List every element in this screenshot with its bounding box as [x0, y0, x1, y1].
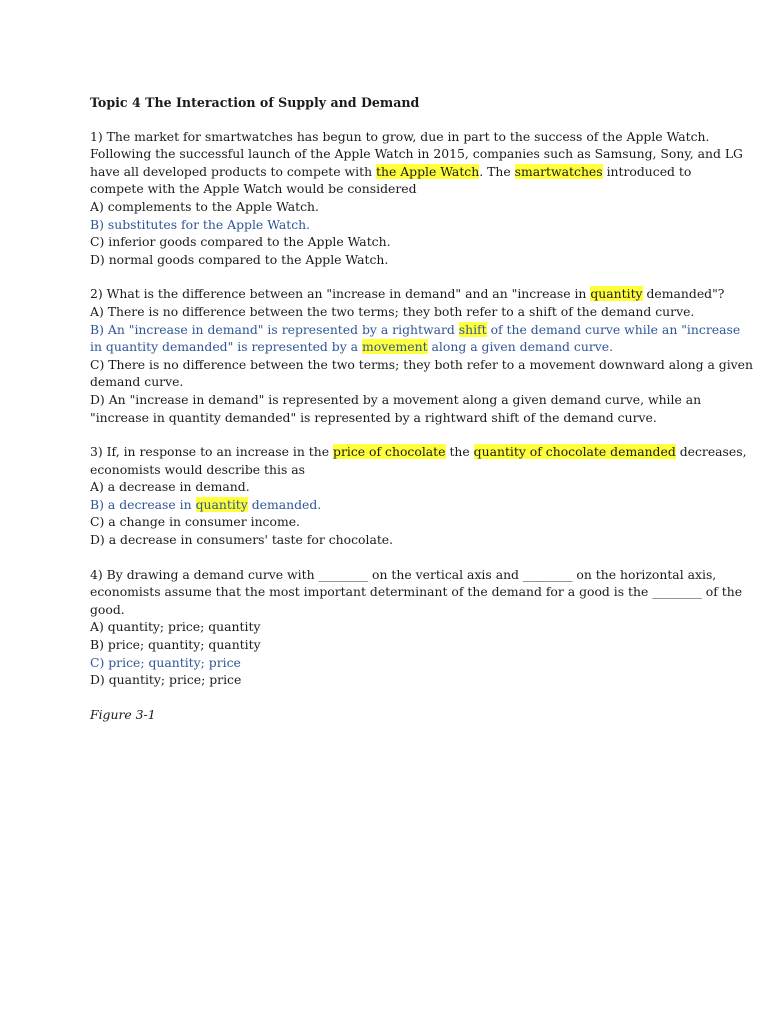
correct-answer-option: [90, 216, 680, 234]
answer-option: [90, 198, 680, 216]
answer-option: [90, 531, 680, 549]
text-segment: D) An "increase in demand" is represented by a movement along a given demand curve, while an: [90, 391, 702, 407]
highlighted-text: price of chocolate: [333, 444, 446, 460]
question-text-line: [90, 145, 743, 163]
answer-option: [90, 391, 702, 409]
text-segment: C) inferior goods compared to the Apple Watch.: [90, 234, 391, 250]
questions-container: [90, 128, 753, 689]
text-segment: B) substitutes for the Apple Watch.: [90, 216, 311, 232]
text-segment: decreases,: [675, 444, 747, 460]
question-text-line: [90, 461, 680, 479]
question-text-line: [90, 601, 680, 619]
question-text-line: [90, 180, 680, 198]
text-segment: in quantity demanded" is represented by a: [90, 339, 362, 355]
figure-label: Figure 3-1: [90, 706, 156, 722]
highlighted-text: quantity: [590, 286, 643, 302]
correct-answer-option: [90, 496, 680, 514]
question-text-line: [90, 583, 743, 601]
answer-option: [90, 356, 753, 374]
question-2: [90, 285, 753, 426]
highlighted-text: shift: [458, 321, 487, 337]
answer-option: [90, 636, 680, 654]
answer-option: [90, 409, 680, 427]
text-segment: 4) By drawing a demand curve with ________ on the vertical axis and ________ on the horizontal axis,: [90, 566, 717, 582]
text-segment: "increase in quantity demanded" is represented by a rightward shift of the demand curve.: [90, 409, 657, 425]
text-segment: D) normal goods compared to the Apple Watch.: [90, 251, 389, 267]
text-segment: 3) If, in response to an increase in the: [90, 444, 334, 460]
text-segment: along a given demand curve.: [427, 339, 614, 355]
answer-option: [90, 303, 695, 321]
text-segment: demanded.: [247, 496, 322, 512]
text-segment: . The: [479, 163, 515, 179]
text-segment: D) a decrease in consumers' taste for chocolate.: [90, 532, 394, 548]
text-segment: D) quantity; price; price: [90, 672, 242, 688]
text-segment: compete with the Apple Watch would be considered: [90, 181, 417, 197]
text-segment: demanded"?: [642, 286, 725, 302]
text-segment: C) price; quantity; price: [90, 654, 241, 670]
question-4: [90, 566, 743, 689]
answer-option: [90, 671, 680, 689]
text-segment: B) a decrease in: [90, 496, 196, 512]
answer-option: [90, 618, 680, 636]
text-segment: have all developed products to compete with: [90, 163, 376, 179]
text-segment: economists assume that the most important determinant of the demand for a good is the ________ of the: [90, 584, 743, 600]
answer-option: [90, 478, 680, 496]
answer-option: [90, 513, 680, 531]
text-segment: A) a decrease in demand.: [90, 479, 250, 495]
text-segment: B) price; quantity; quantity: [90, 637, 261, 653]
text-segment: good.: [90, 601, 125, 617]
correct-answer-option: [90, 321, 741, 339]
highlighted-text: quantity: [195, 496, 248, 512]
text-segment: C) There is no difference between the two terms; they both refer to a movement downward along a given: [90, 356, 753, 372]
document-page: [90, 94, 753, 723]
text-segment: A) There is no difference between the two terms; they both refer to a shift of the demand curve.: [90, 303, 695, 319]
text-segment: A) quantity; price; quantity: [90, 619, 261, 635]
highlighted-text: the Apple Watch: [376, 163, 480, 179]
correct-answer-option: [90, 338, 680, 356]
text-segment: 2) What is the difference between an "increase in demand" and an "increase in: [90, 286, 591, 302]
correct-answer-option: [90, 654, 680, 672]
answer-option: [90, 233, 680, 251]
highlighted-text: smartwatches: [514, 163, 603, 179]
text-segment: the: [445, 444, 474, 460]
question-1: [90, 128, 743, 269]
answer-option: [90, 251, 680, 269]
text-segment: C) a change in consumer income.: [90, 514, 300, 530]
question-text-line: [90, 443, 747, 461]
question-3: [90, 443, 747, 549]
question-text-line: [90, 285, 725, 303]
question-text-line: [90, 566, 717, 584]
text-segment: Following the successful launch of the Apple Watch in 2015, companies such as Samsung, Sony, and LG: [90, 146, 743, 162]
answer-option: [90, 373, 680, 391]
text-segment: 1) The market for smartwatches has begun to grow, due in part to the success of the Apple Watch.: [90, 128, 710, 144]
highlighted-text: quantity of chocolate demanded: [473, 444, 676, 460]
text-segment: of the demand curve while an "increase: [486, 321, 741, 337]
text-segment: introduced to: [602, 163, 692, 179]
highlighted-text: movement: [362, 339, 428, 355]
text-segment: A) complements to the Apple Watch.: [90, 198, 319, 214]
document-title: Topic 4 The Interaction of Supply and Demand: [90, 95, 420, 110]
question-text-line: [90, 163, 692, 181]
text-segment: economists would describe this as: [90, 461, 306, 477]
text-segment: demand curve.: [90, 374, 184, 390]
text-segment: B) An "increase in demand" is represented by a rightward: [90, 321, 459, 337]
question-text-line: [90, 128, 710, 146]
